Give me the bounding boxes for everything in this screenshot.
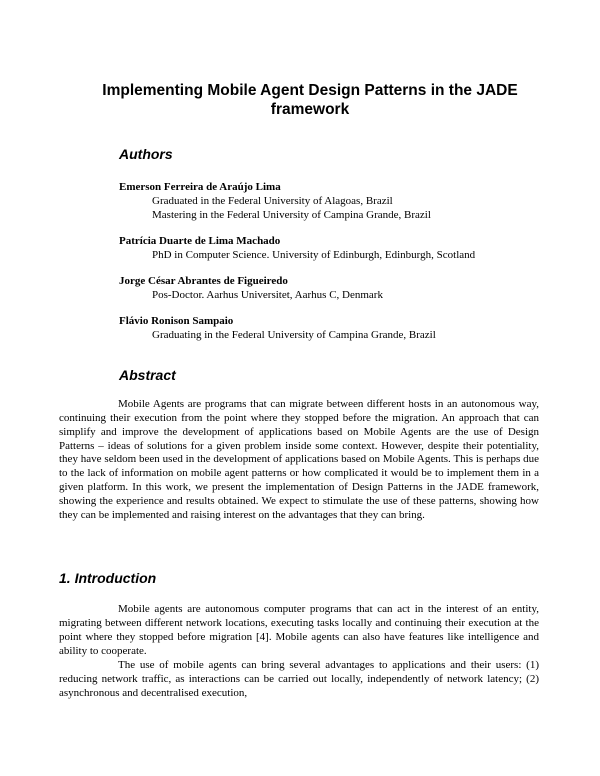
author-affiliation: Pos-Doctor. Aarhus Universitet, Aarhus C, Denmark [152,289,383,301]
author-affiliation: Graduating in the Federal University of Campina Grande, Brazil [152,329,436,341]
body-paragraph: The use of mobile agents can bring several advantages to applications and their users: (1) reducing network traffic, as interactions can be carried out locally, independently of network latency; (2) asynchronous and decentralised execution, [59,659,539,699]
author-entry [119,274,539,302]
authors-heading: Authors [119,146,173,162]
author-name: Patrícia Duarte de Lima Machado [119,235,281,247]
author-affiliation: PhD in Computer Science. University of Edinburgh, Edinburgh, Scotland [152,249,476,261]
author-name: Flávio Ronison Sampaio [119,315,234,327]
author-entry [119,314,539,342]
author-affiliation: Graduated in the Federal University of Alagoas, Brazil [152,195,393,207]
author-entry [119,234,539,262]
author-name: Jorge César Abrantes de Figueiredo [119,275,288,287]
paper-title: Implementing Mobile Agent Design Patterns in the JADE framework [102,82,518,118]
author-affiliation: Mastering in the Federal University of Campina Grande, Brazil [152,209,431,221]
author-name: Emerson Ferreira de Araújo Lima [119,181,281,193]
body-paragraph: Mobile agents are autonomous computer programs that can act in the interest of an entity, migrating between different network locations, executing tasks locally and continuing their execution at the point where they stopped before migration [4]. Mobile agents can also have features like intelligence and ability to cooperate. [59,603,539,657]
author-entry [119,180,539,222]
abstract-heading: Abstract [119,367,176,383]
abstract-paragraph: Mobile Agents are programs that can migrate between different hosts in an autonomous way, continuing their execution from the point where they stopped before the migration. An approach that can simplify and improve the development of applications based on Mobile Agents are the use of Design Patterns – ideas of solutions for a given problem inside some context. However, despite their potentiality, they have seldom been used in the development of applications based on Mobile Agents. This is perhaps due to the lack of information on mobile agent patterns or how complicated it would be to implement them in a given platform. In this work, we present the implementation of Design Patterns in the JADE framework, showing the experience and results obtained. We expect to stimulate the use of these patterns, showing how they can be implemented and raising interest on the advantages that they can bring. [59,398,539,521]
introduction-heading: 1. Introduction [59,570,157,586]
